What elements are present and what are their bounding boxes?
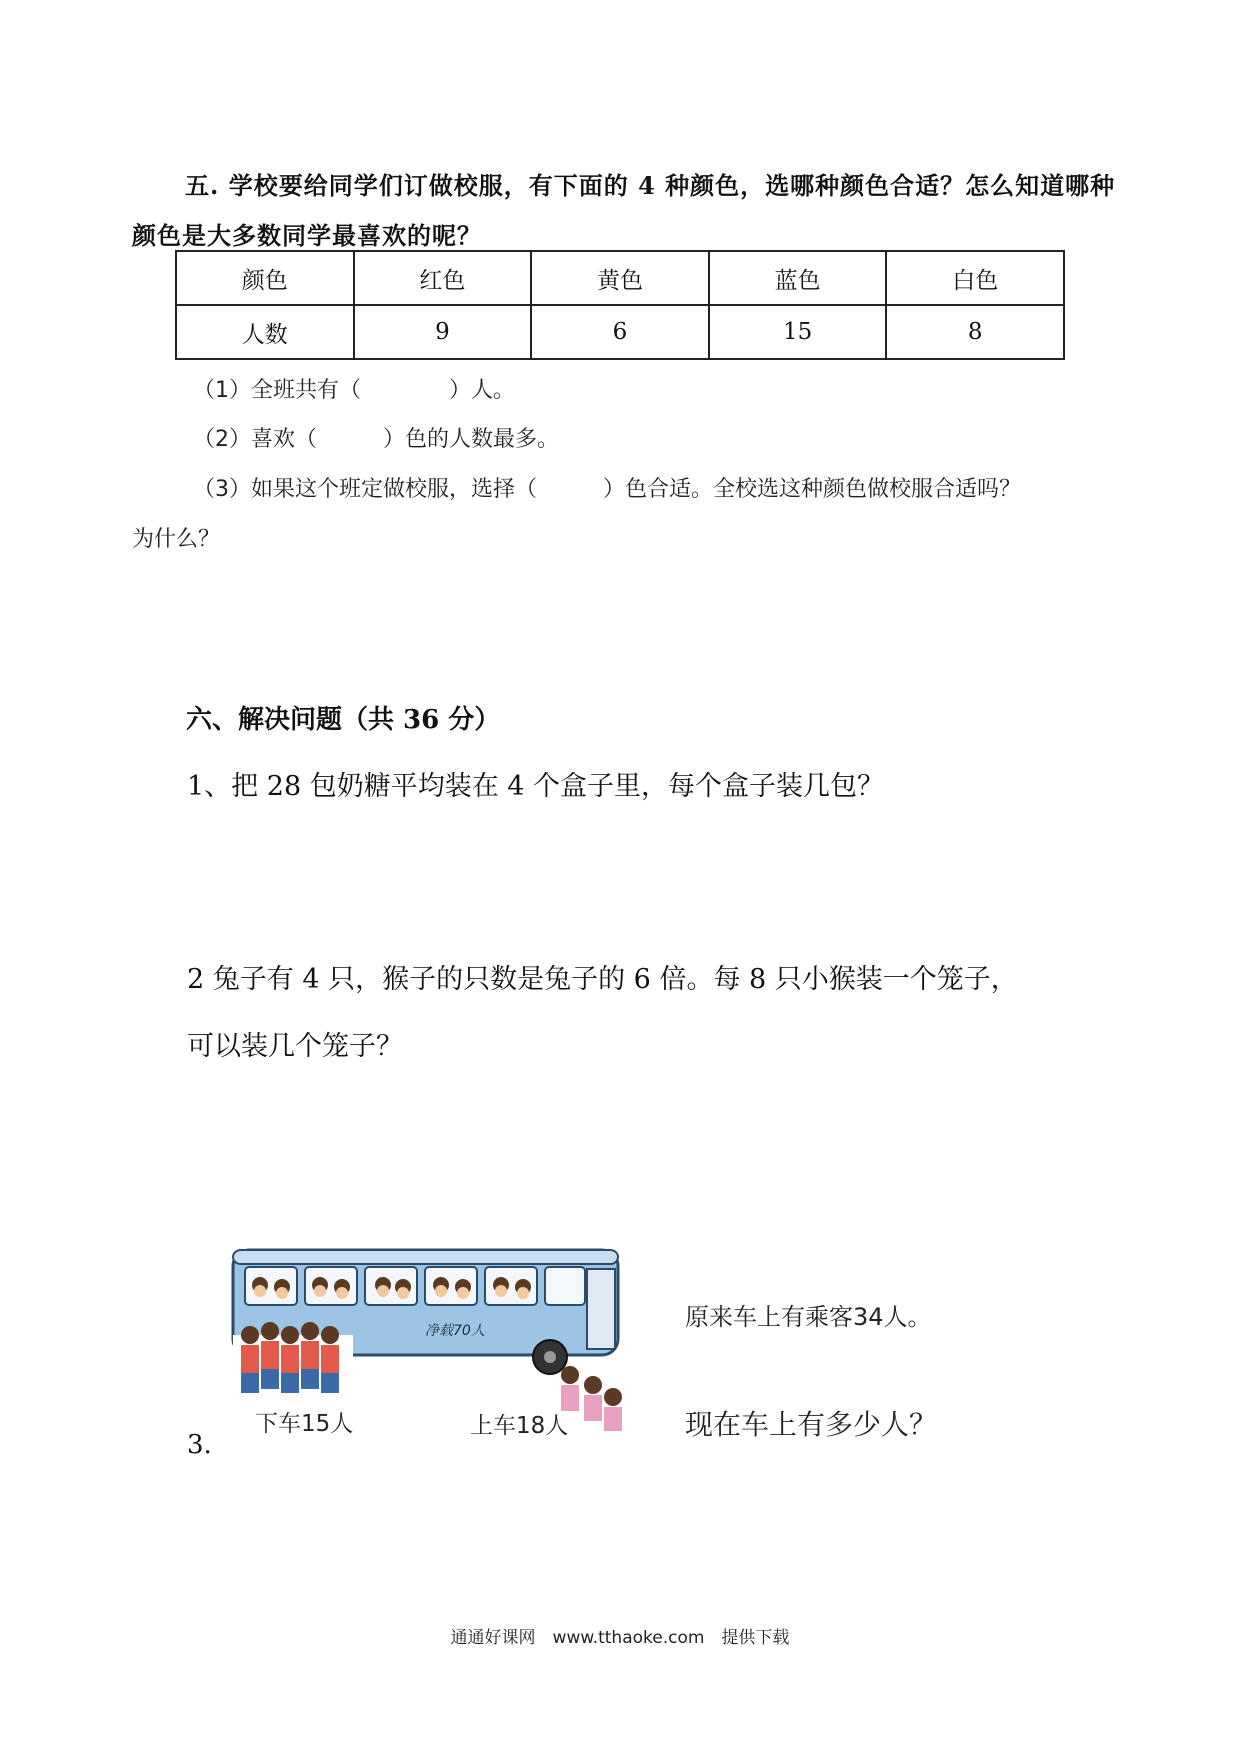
color-preference-table xyxy=(175,250,1065,360)
section5-question-line1: 五. 学校要给同学们订做校服，有下面的 4 种颜色，选哪种颜色合适？怎么知道哪种 xyxy=(185,171,1116,200)
table-cell: 红色 xyxy=(354,251,532,305)
problem-2-line2: 可以装几个笼子？ xyxy=(187,1031,403,1062)
bus-illustration xyxy=(225,1235,655,1440)
table-cell: 蓝色 xyxy=(709,251,887,305)
problem-1: 1、把 28 包奶糖平均装在 4 个盒子里，每个盒子装几包？ xyxy=(187,771,885,802)
section5-question-line2: 颜色是大多数同学最喜欢的呢？ xyxy=(132,221,482,250)
table-cell: 黄色 xyxy=(531,251,709,305)
sub-question-3: （3）如果这个班定做校服，选择（ ）色合适。全校选这种颜色做校服合适吗？ xyxy=(193,477,1021,502)
table-row xyxy=(176,251,1064,305)
table-cell: 8 xyxy=(886,305,1064,359)
section6-title: 六、解决问题（共 36 分） xyxy=(186,705,501,735)
table-cell: 白色 xyxy=(886,251,1064,305)
sub-question-3-continued: 为什么？ xyxy=(132,527,221,552)
label-get-off: 下车15人 xyxy=(255,1411,354,1437)
original-passengers-text: 原来车上有乘客34人。 xyxy=(685,1303,932,1331)
label-get-on: 上车18人 xyxy=(470,1413,569,1439)
current-passengers-question: 现在车上有多少人？ xyxy=(685,1408,938,1441)
table-cell: 15 xyxy=(709,305,887,359)
sub-question-2: （2）喜欢（ ）色的人数最多。 xyxy=(193,427,559,452)
table-cell: 6 xyxy=(531,305,709,359)
table-cell: 9 xyxy=(354,305,532,359)
problem-2-line1: 2 兔子有 4 只，猴子的只数是兔子的 6 倍。每 8 只小猴装一个笼子， xyxy=(187,964,1018,995)
page-footer: 通通好课网 www.tthaoke.com 提供下载 xyxy=(450,1628,790,1648)
sub-question-1: （1）全班共有（ ）人。 xyxy=(193,378,515,403)
table-cell: 人数 xyxy=(176,305,354,359)
table-cell: 颜色 xyxy=(176,251,354,305)
problem-3-number: 3. xyxy=(187,1430,212,1460)
bus-sign: 净载70人 xyxy=(425,1323,485,1339)
table-row xyxy=(176,305,1064,359)
